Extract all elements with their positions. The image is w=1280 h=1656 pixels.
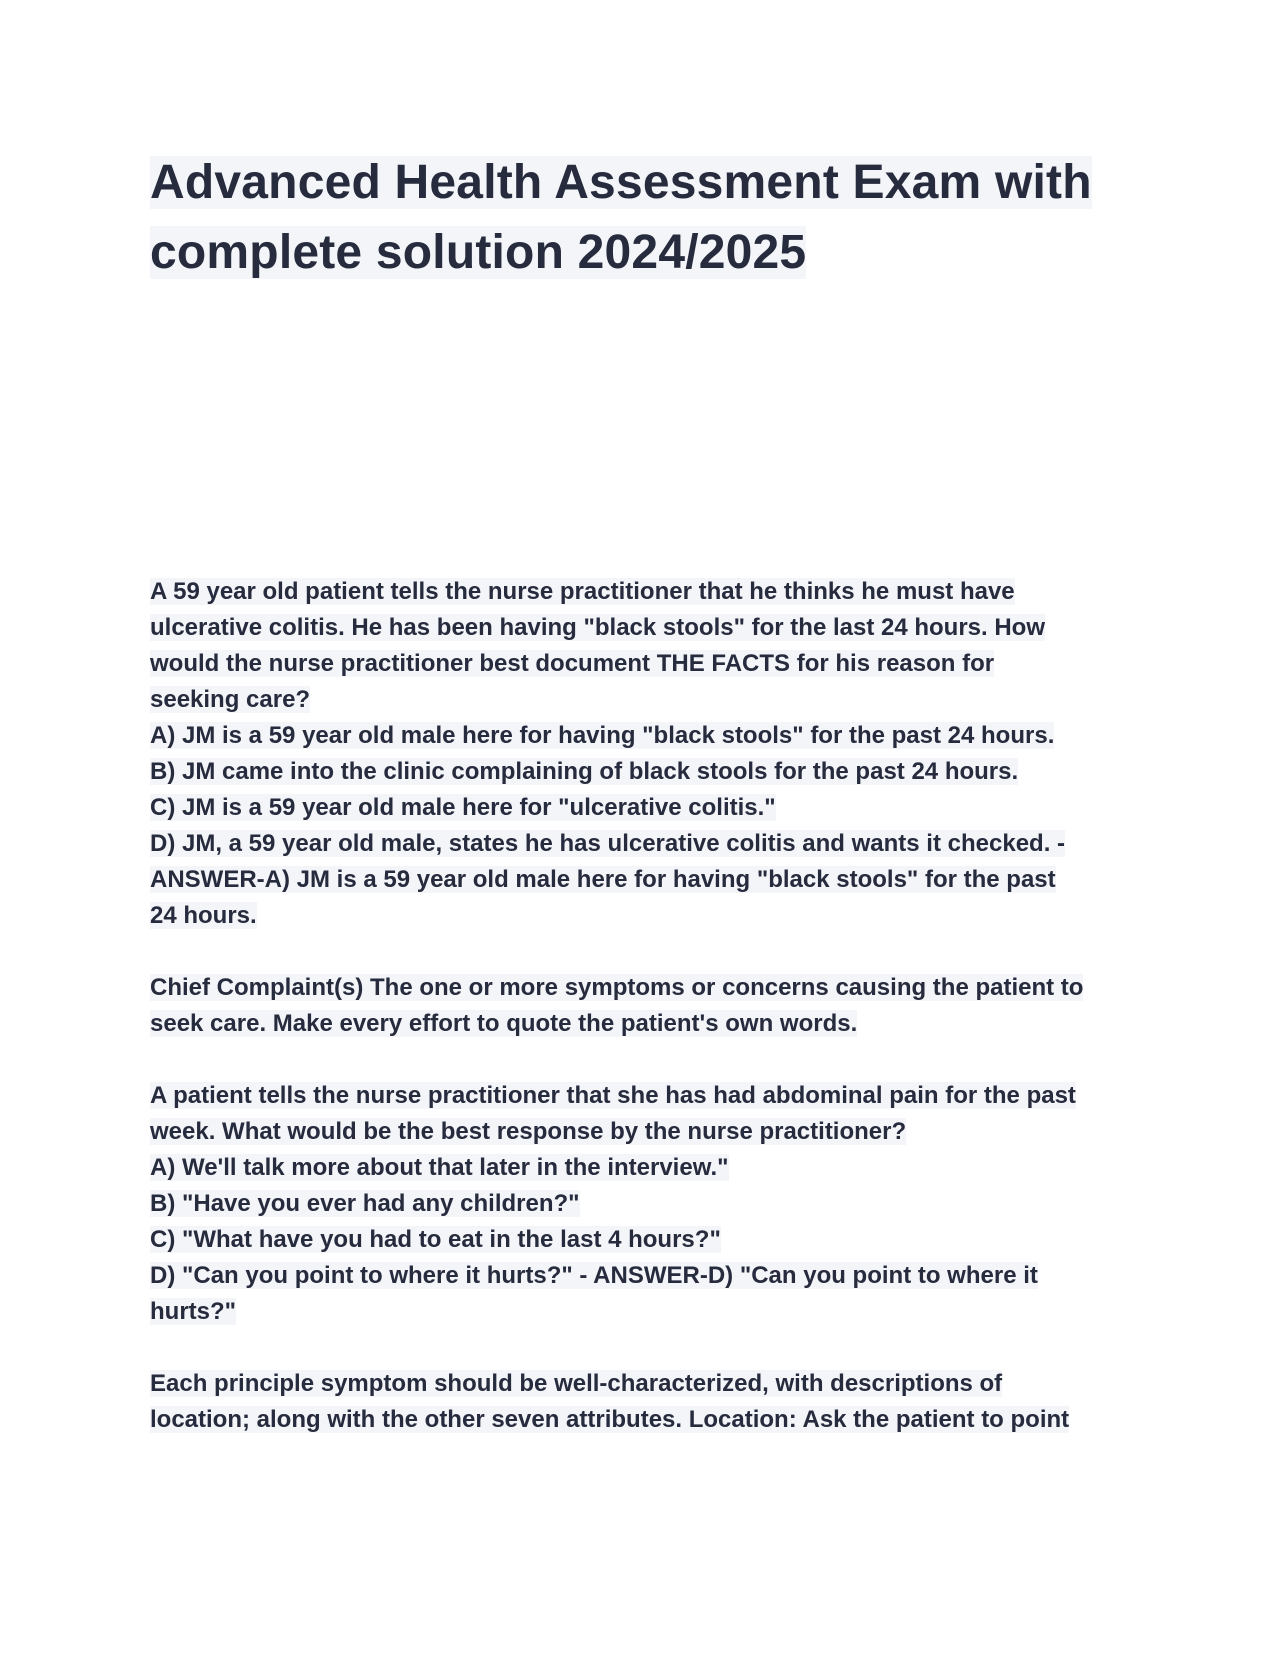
text-line: location; along with the other seven attributes. Location: Ask the patient to point (150, 1406, 1070, 1433)
answer-option: D) JM, a 59 year old male, states he has ulcerative colitis and wants it checked. - (150, 830, 1066, 857)
answer-line: ANSWER-A) JM is a 59 year old male here for having "black stools" for the past (150, 866, 1056, 893)
text-line: ulcerative colitis. He has been having "black stools" for the last 24 hours. How (150, 614, 1046, 641)
text-line: seeking care? (150, 686, 311, 713)
question-paragraph (150, 1078, 1150, 1330)
answer-option: C) "What have you had to eat in the last 4 hours?" (150, 1226, 721, 1253)
text-line: would the nurse practitioner best document THE FACTS for his reason for (150, 650, 995, 677)
text-line: Chief Complaint(s) The one or more symptoms or concerns causing the patient to (150, 974, 1084, 1001)
answer-option: A) JM is a 59 year old male here for having "black stools" for the past 24 hours. (150, 722, 1055, 749)
title-line: Advanced Health Assessment Exam with (150, 156, 1092, 209)
text-line: seek care. Make every effort to quote the patient's own words. (150, 1010, 858, 1037)
text-line: A patient tells the nurse practitioner that she has had abdominal pain for the past (150, 1082, 1076, 1109)
text-line: week. What would be the best response by the nurse practitioner? (150, 1118, 907, 1145)
explanation-paragraph (150, 970, 1150, 1042)
question-paragraph (150, 574, 1150, 934)
document-title (150, 148, 1140, 288)
explanation-paragraph (150, 1366, 1150, 1438)
text-line: Each principle symptom should be well-characterized, with descriptions of (150, 1370, 1003, 1397)
answer-option: C) JM is a 59 year old male here for "ulcerative colitis." (150, 794, 776, 821)
answer-option: B) JM came into the clinic complaining of black stools for the past 24 hours. (150, 758, 1019, 785)
document-header (150, 148, 1140, 288)
answer-option: B) "Have you ever had any children?" (150, 1190, 580, 1217)
text-line: A 59 year old patient tells the nurse practitioner that he thinks he must have (150, 578, 1015, 605)
answer-line: hurts?" (150, 1298, 237, 1325)
answer-option: D) "Can you point to where it hurts?" - ANSWER-D) "Can you point to where it (150, 1262, 1038, 1289)
document-body (150, 574, 1150, 1474)
answer-line: 24 hours. (150, 902, 257, 929)
answer-option: A) We'll talk more about that later in the interview." (150, 1154, 729, 1181)
title-line: complete solution 2024/2025 (150, 226, 807, 279)
